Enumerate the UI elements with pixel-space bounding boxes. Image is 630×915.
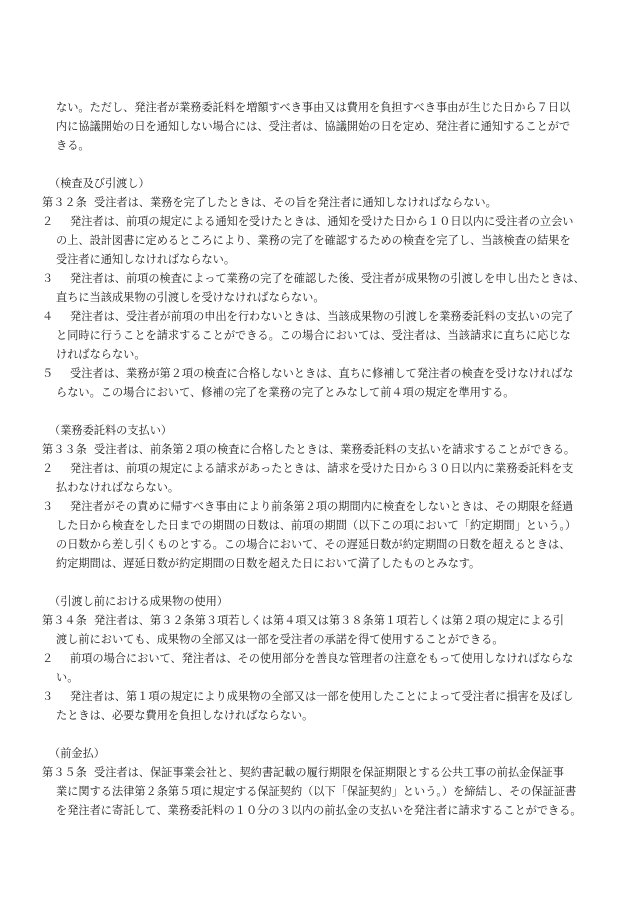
item-line: の上、設計図書に定めるところにより、業務の完了を確認するための検査を完了し、当該検査の結果を xyxy=(56,234,571,247)
item-line: と同時に行うことを請求することができる。この場合においては、受注者は、当該請求に直ちに応じな xyxy=(56,329,571,342)
article-text: 受注者は、保証事業会社と、契約書記載の履行期限を保証期限とする公共工事の前払金保証事 xyxy=(94,766,564,779)
item-line: たときは、必要な費用を負担しなければならない。 xyxy=(56,709,314,722)
article-item xyxy=(0,497,630,573)
article-text: 受注者は、業務を完了したときは、その旨を発注者に通知しなければならない。 xyxy=(94,196,497,209)
article-number: 第３３条 xyxy=(42,443,87,456)
item-line: 払わなければならない。 xyxy=(56,481,180,494)
article-text: 発注者は、第３２条第３項若しくは第４項又は第３８条第１項若しくは第２項の規定による引 xyxy=(94,614,564,627)
article-number: 第３５条 xyxy=(42,766,87,779)
section-heading: （前金払） xyxy=(49,747,105,760)
item-line: 発注者は、前項の規定による通知を受けたときは、通知を受けた日から１０日以内に受注者の立会い xyxy=(70,215,574,228)
intro-line: ない。ただし、発注者が業務委託料を増額すべき事由又は費用を負担すべき事由が生じた日から７日以 xyxy=(56,101,571,114)
intro-line: きる。 xyxy=(56,139,90,152)
article-number: 第３４条 xyxy=(42,614,87,627)
item-line: 発注者がその責めに帰すべき事由により前条第２項の期間内に検査をしないときは、その期限を経過 xyxy=(70,500,574,513)
article-item xyxy=(0,307,630,364)
item-line: 前項の場合において、発注者は、その使用部分を善良な管理者の注意をもって使用しなければならな xyxy=(70,652,574,665)
article-item xyxy=(0,459,630,497)
article-item xyxy=(0,269,630,307)
section-article-32 xyxy=(0,174,630,402)
item-line: の日数から差し引くものとする。この場合において、その遅延日数が約定期間の日数を超えるときは、 xyxy=(56,538,571,551)
item-line: 発注者は、第１項の規定により成果物の全部又は一部を使用したことによって受注者に損害を及ぼし xyxy=(70,690,574,703)
article-item xyxy=(0,364,630,402)
section-article-34 xyxy=(0,592,630,725)
article-item xyxy=(0,649,630,687)
section-article-33 xyxy=(0,421,630,573)
item-number: ２ xyxy=(42,215,54,228)
item-number: ２ xyxy=(42,652,54,665)
item-line: らない。この場合において、修補の完了を業務の完了とみなして前４項の規定を準用する。 xyxy=(56,386,515,399)
article-number: 第３２条 xyxy=(42,196,87,209)
item-line: 発注者は、前項の規定による請求があったときは、請求を受けた日から３０日以内に業務委託料を支 xyxy=(70,462,574,475)
item-line: 発注者は、前項の検査によって業務の完了を確認した後、受注者が成果物の引渡しを申し出たときは、 xyxy=(70,272,585,285)
article-first-paragraph xyxy=(0,193,630,212)
item-number: ５ xyxy=(42,367,54,380)
section-heading: （検査及び引渡し） xyxy=(49,177,150,190)
intro-line: 内に協議開始の日を通知しない場合には、受注者は、協議開始の日を定め、発注者に通知することがで xyxy=(56,120,571,133)
article-text: 業に関する法律第２条第５項に規定する保証契約（以下「保証契約」という。）を締結し、その保証証書 xyxy=(56,785,577,798)
article-first-paragraph xyxy=(0,763,630,820)
article-item xyxy=(0,212,630,269)
item-line: 発注者は、受注者が前項の申出を行わないときは、当該成果物の引渡しを業務委託料の支払いの完了 xyxy=(70,310,574,323)
section-heading: （引渡し前における成果物の使用） xyxy=(49,595,229,608)
section-heading: （業務委託料の支払い） xyxy=(49,424,173,437)
article-text: 渡し前においても、成果物の全部又は一部を受注者の承諾を得て使用することができる。 xyxy=(56,633,504,646)
item-line: した日から検査をした日までの期間の日数は、前項の期間（以下この項において「約定期間」という。） xyxy=(56,519,577,532)
item-line: 受注者は、業務が第２項の検査に合格しないときは、直ちに修補して発注者の検査を受けなければな xyxy=(70,367,574,380)
item-number: ３ xyxy=(42,500,54,513)
item-number: ３ xyxy=(42,690,54,703)
item-number: ２ xyxy=(42,462,54,475)
article-text: を発注者に寄託して、業務委託料の１０分の３以内の前払金の支払いを発注者に請求することができる。 xyxy=(56,804,582,817)
item-line: い。 xyxy=(56,671,79,684)
article-first-paragraph xyxy=(0,611,630,649)
item-line: 約定期間は、遅延日数が約定期間の日数を超えた日において満了したものとみなす。 xyxy=(56,557,481,570)
article-first-paragraph xyxy=(0,440,630,459)
section-article-35 xyxy=(0,744,630,820)
item-number: ３ xyxy=(42,272,54,285)
item-number: ４ xyxy=(42,310,54,323)
item-line: 受注者に通知しなければならない。 xyxy=(56,253,236,266)
intro-paragraph xyxy=(0,98,630,155)
article-item xyxy=(0,687,630,725)
item-line: ければならない。 xyxy=(56,348,146,361)
article-text: 受注者は、前条第２項の検査に合格したときは、業務委託料の支払いを請求することができる。 xyxy=(94,443,576,456)
item-line: 直ちに当該成果物の引渡しを受けなければならない。 xyxy=(56,291,325,304)
